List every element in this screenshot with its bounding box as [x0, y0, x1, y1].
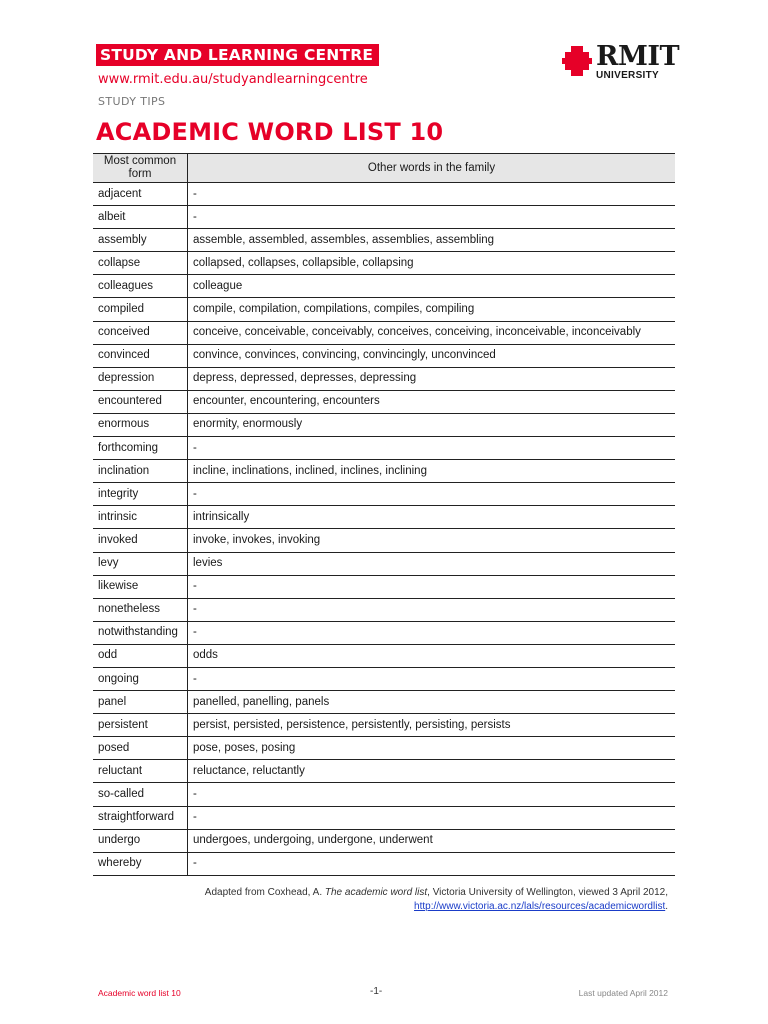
table-row: [93, 390, 675, 413]
table-row: [93, 413, 675, 436]
table-row: [93, 737, 675, 760]
word-cell: notwithstanding: [93, 621, 188, 644]
credit-suffix: , Victoria University of Wellington, viewed 3 April 2012,: [427, 887, 668, 898]
family-cell: -: [188, 621, 676, 644]
footer-page-number: -1-: [370, 986, 383, 997]
section-label: STUDY TIPS: [98, 95, 166, 108]
family-cell: -: [188, 667, 676, 690]
word-cell: colleagues: [93, 275, 188, 298]
footer-updated: Last updated April 2012: [578, 988, 668, 998]
family-cell: -: [188, 783, 676, 806]
word-cell: adjacent: [93, 183, 188, 206]
word-cell: likewise: [93, 575, 188, 598]
word-cell: panel: [93, 691, 188, 714]
table-row: [93, 483, 675, 506]
table-row: [93, 644, 675, 667]
word-cell: odd: [93, 644, 188, 667]
rmit-logo: [562, 41, 680, 86]
column-header-family: Other words in the family: [188, 154, 676, 183]
family-cell: -: [188, 852, 676, 875]
table-row: [93, 552, 675, 575]
family-cell: conceive, conceivable, conceivably, conceives, conceiving, inconceivable, inconceivably: [188, 321, 676, 344]
family-cell: compile, compilation, compilations, compiles, compiling: [188, 298, 676, 321]
centre-url[interactable]: www.rmit.edu.au/studyandlearningcentre: [98, 72, 368, 87]
credit-link-suffix: .: [665, 901, 668, 912]
word-cell: levy: [93, 552, 188, 575]
table-row: [93, 206, 675, 229]
word-cell: ongoing: [93, 667, 188, 690]
family-cell: invoke, invokes, invoking: [188, 529, 676, 552]
table-row: [93, 367, 675, 390]
word-cell: compiled: [93, 298, 188, 321]
table-row: [93, 714, 675, 737]
word-cell: persistent: [93, 714, 188, 737]
page-title: ACADEMIC WORD LIST 10: [96, 118, 444, 146]
logo-wordmark: RMIT: [596, 41, 680, 72]
family-cell: -: [188, 598, 676, 621]
table-row: [93, 760, 675, 783]
study-centre-banner: STUDY AND LEARNING CENTRE: [96, 44, 379, 66]
credit-prefix: Adapted from Coxhead, A.: [204, 887, 325, 898]
family-cell: -: [188, 575, 676, 598]
family-cell: enormity, enormously: [188, 413, 676, 436]
word-cell: collapse: [93, 252, 188, 275]
family-cell: panelled, panelling, panels: [188, 691, 676, 714]
logo-subtitle: UNIVERSITY: [596, 70, 660, 81]
family-cell: persist, persisted, persistence, persistently, persisting, persists: [188, 714, 676, 737]
family-cell: assemble, assembled, assembles, assemblies, assembling: [188, 229, 676, 252]
table-row: [93, 506, 675, 529]
column-header-form: Most common form: [93, 154, 188, 183]
table-row: [93, 598, 675, 621]
word-cell: depression: [93, 367, 188, 390]
credit-work-title: The academic word list: [324, 887, 428, 898]
family-cell: intrinsically: [188, 506, 676, 529]
table-row: [93, 321, 675, 344]
table-row: [93, 229, 675, 252]
word-cell: reluctant: [93, 760, 188, 783]
table-row: [93, 691, 675, 714]
table-row: [93, 437, 675, 460]
table-row: [93, 252, 675, 275]
table-row: [93, 575, 675, 598]
source-credit: [148, 886, 668, 914]
table-row: [93, 529, 675, 552]
table-row: [93, 621, 675, 644]
word-cell: conceived: [93, 321, 188, 344]
word-cell: straightforward: [93, 806, 188, 829]
family-cell: odds: [188, 644, 676, 667]
family-cell: pose, poses, posing: [188, 737, 676, 760]
family-cell: reluctance, reluctantly: [188, 760, 676, 783]
table-row: [93, 460, 675, 483]
family-cell: -: [188, 437, 676, 460]
table-row: [93, 783, 675, 806]
word-cell: posed: [93, 737, 188, 760]
table-row: [93, 829, 675, 852]
family-cell: -: [188, 183, 676, 206]
rmit-pixel-logo-icon: [562, 46, 592, 76]
word-cell: intrinsic: [93, 506, 188, 529]
table-row: [93, 298, 675, 321]
word-cell: encountered: [93, 390, 188, 413]
word-cell: invoked: [93, 529, 188, 552]
family-cell: encounter, encountering, encounters: [188, 390, 676, 413]
table-row: [93, 852, 675, 875]
word-cell: inclination: [93, 460, 188, 483]
word-cell: nonetheless: [93, 598, 188, 621]
word-cell: assembly: [93, 229, 188, 252]
family-cell: colleague: [188, 275, 676, 298]
footer-doc-title: Academic word list 10: [98, 988, 181, 998]
table-header-row: [93, 154, 675, 183]
credit-link[interactable]: http://www.victoria.ac.nz/lals/resources/academicwordlist: [414, 901, 666, 912]
table-row: [93, 183, 675, 206]
table-row: [93, 667, 675, 690]
family-cell: levies: [188, 552, 676, 575]
family-cell: incline, inclinations, inclined, inclines, inclining: [188, 460, 676, 483]
word-cell: undergo: [93, 829, 188, 852]
table-row: [93, 344, 675, 367]
word-cell: so-called: [93, 783, 188, 806]
family-cell: collapsed, collapses, collapsible, collapsing: [188, 252, 676, 275]
family-cell: convince, convinces, convincing, convincingly, unconvinced: [188, 344, 676, 367]
word-cell: whereby: [93, 852, 188, 875]
family-cell: -: [188, 806, 676, 829]
word-cell: enormous: [93, 413, 188, 436]
table-row: [93, 806, 675, 829]
word-cell: convinced: [93, 344, 188, 367]
family-cell: depress, depressed, depresses, depressing: [188, 367, 676, 390]
word-cell: forthcoming: [93, 437, 188, 460]
family-cell: -: [188, 206, 676, 229]
table-row: [93, 275, 675, 298]
word-cell: albeit: [93, 206, 188, 229]
word-cell: integrity: [93, 483, 188, 506]
word-list-table: [93, 153, 675, 876]
family-cell: undergoes, undergoing, undergone, underwent: [188, 829, 676, 852]
family-cell: -: [188, 483, 676, 506]
